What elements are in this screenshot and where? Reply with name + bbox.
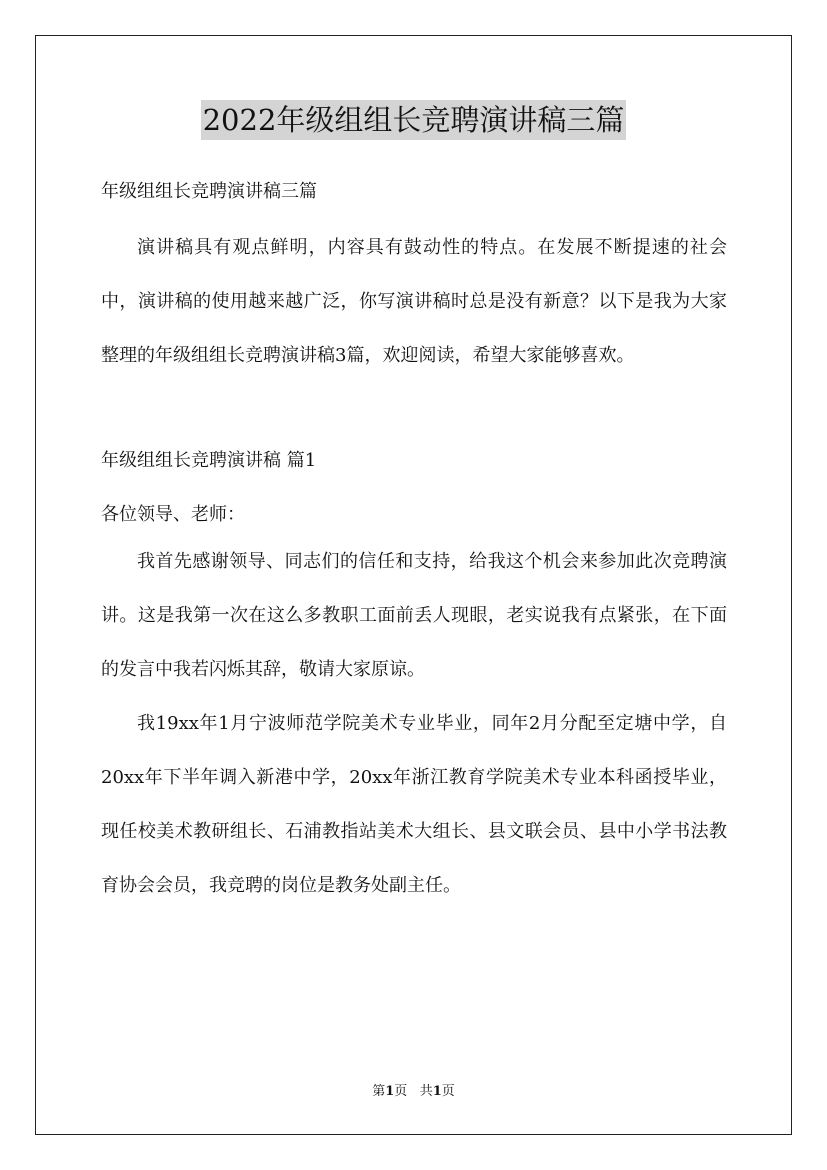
page-number: 1 — [385, 1084, 395, 1099]
title-container — [0, 100, 827, 140]
document-title: 2022年级组组长竞聘演讲稿三篇 — [201, 100, 627, 140]
document-subtitle: 年级组组长竞聘演讲稿三篇 — [101, 181, 317, 202]
salutation: 各位领导、老师： — [101, 504, 245, 525]
page-suffix: 页 — [394, 1084, 408, 1099]
total-prefix: 共 — [419, 1084, 433, 1099]
section-heading: 年级组组长竞聘演讲稿 篇1 — [101, 450, 317, 471]
page-prefix: 第 — [372, 1084, 386, 1099]
document-body — [101, 174, 727, 913]
total-pages: 1 — [432, 1084, 442, 1099]
body-paragraph-1: 我首先感谢领导、同志们的信任和支持，给我这个机会来参加此次竞聘演讲。这是我第一次在这么多教职工面前丢人现眼，老实说我有点紧张，在下面的发言中我若闪烁其辞，敬请大家原谅。 — [101, 551, 727, 680]
body-paragraph-2: 我19xx年1月宁波师范学院美术专业毕业，同年2月分配至定塘中学，自20xx年下半年调入新港中学，20xx年浙江教育学院美术专业本科函授毕业，现任校美术教研组长、石浦教指站美术大组长、县文联会员、县中小学书法教育协会会员，我竞聘的岗位是教务处副主任。 — [101, 713, 727, 896]
intro-paragraph: 演讲稿具有观点鲜明，内容具有鼓动性的特点。在发展不断提速的社会中，演讲稿的使用越来越广泛，你写演讲稿时总是没有新意？以下是我为大家整理的年级组组长竞聘演讲稿3篇，欢迎阅读，希望大家能够喜欢。 — [101, 237, 727, 366]
page-footer — [0, 1083, 827, 1101]
total-suffix: 页 — [441, 1084, 455, 1099]
